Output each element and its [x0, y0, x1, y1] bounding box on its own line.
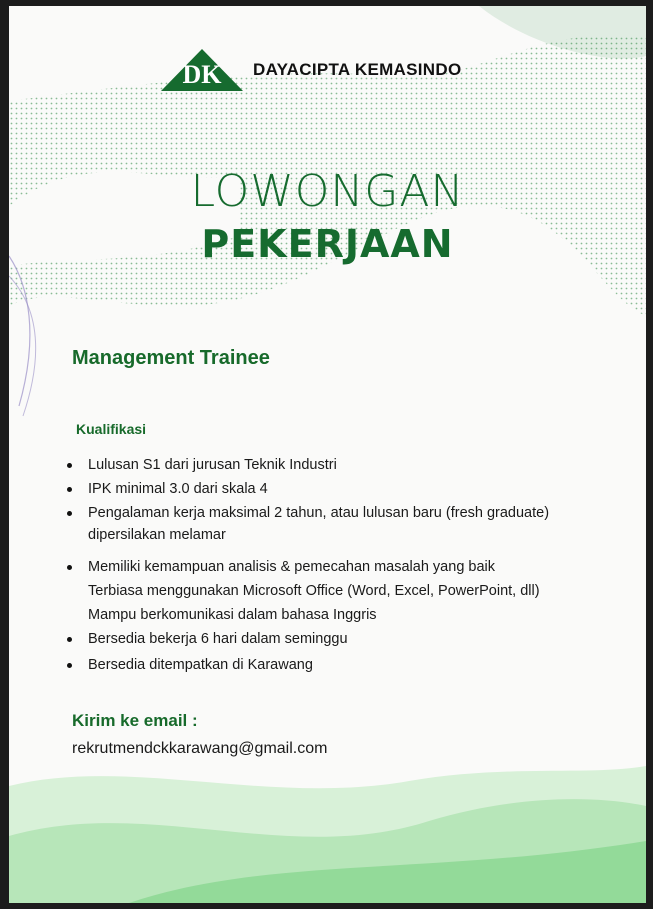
bullet-icon — [67, 511, 72, 516]
qualification-item — [67, 628, 588, 650]
qualification-text: Pengalaman kerja maksimal 2 tahun, atau lulusan baru (fresh graduate) dipersilakan melamar — [88, 505, 550, 543]
bullet-icon — [67, 637, 72, 642]
qualification-text: Lulusan S1 dari jurusan Teknik Industri — [88, 457, 337, 473]
qualification-text: Bersedia bekerja 6 hari dalam seminggu — [88, 631, 348, 647]
company-name: DAYACIPTA KEMASINDO — [253, 60, 462, 79]
qualification-text: Bersedia ditempatkan di Karawang — [88, 657, 313, 673]
qualifications-label: Kualifikasi — [76, 421, 147, 437]
qualification-text: Terbiasa menggunakan Microsoft Office (Word, Excel, PowerPoint, dll) — [88, 583, 540, 599]
qualification-item — [67, 454, 588, 476]
svg-text:DK: DK — [182, 60, 222, 89]
bullet-icon — [67, 463, 72, 468]
dk-logo-icon — [161, 47, 243, 93]
bullet-icon — [67, 487, 72, 492]
qualification-item — [67, 478, 588, 500]
contact-email[interactable]: rekrutmendckkarawang@gmail.com — [72, 740, 328, 757]
bullet-icon — [67, 663, 72, 668]
job-position: Management Trainee — [72, 347, 270, 369]
qualification-item — [67, 556, 588, 578]
bullet-icon — [67, 565, 72, 570]
company-logo — [161, 47, 461, 93]
qualification-text: Mampu berkomunikasi dalam bahasa Inggris — [88, 607, 377, 623]
qualification-item — [67, 502, 588, 546]
title-pekerjaan: PEKERJAAN — [201, 222, 454, 266]
qualification-text: IPK minimal 3.0 dari skala 4 — [88, 481, 268, 497]
qualification-text: Memiliki kemampuan analisis & pemecahan masalah yang baik — [88, 559, 496, 575]
title-lowongan: LOWONGAN — [190, 166, 465, 217]
qualification-item — [67, 580, 588, 602]
qualification-item — [67, 604, 588, 626]
job-poster — [9, 6, 646, 903]
qualification-item — [67, 654, 588, 676]
email-label: Kirim ke email : — [72, 711, 198, 730]
